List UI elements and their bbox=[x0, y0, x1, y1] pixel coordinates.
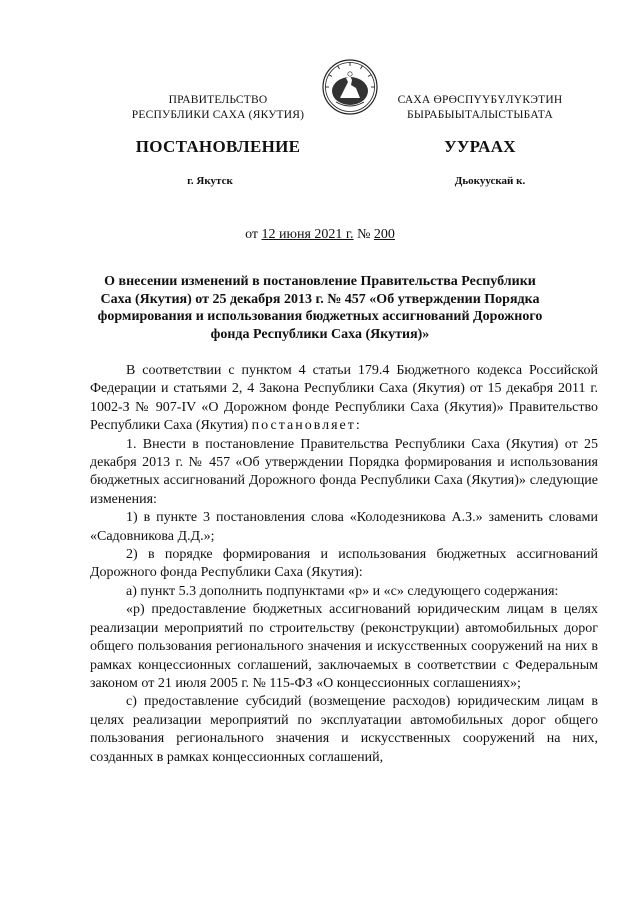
org-name-yakut bbox=[375, 93, 585, 123]
body-paragraph-4: а) пункт 5.3 дополнить подпунктами «р» и «с» следующего содержания: bbox=[126, 583, 559, 599]
document-date: 12 июня 2021 г. bbox=[261, 227, 354, 242]
body-paragraph-preamble bbox=[90, 362, 598, 436]
document-dateline bbox=[0, 227, 640, 243]
city-yakut: Дьокуускай к. bbox=[454, 175, 526, 187]
body-paragraph-3: 2) в порядке формирования и использования бюджетных ассигнований Дорожного фонда Республики Саха (Якутия): bbox=[90, 547, 598, 581]
body-paragraph-5: «р) предоставление бюджетных ассигнований юридическим лицам в целях реализации мероприятий по строительству (реконструкции) автомобильных дорог общего пользования регионального значения и искусственных сооружений на них в рамках концессионных соглашений, заключаемых в соответствии с Федеральным законом от 21 июля 2005 г. № 115-ФЗ «О концессионных соглашениях»; bbox=[90, 602, 598, 691]
doc-type-yakut: УУРААХ bbox=[444, 137, 516, 156]
preamble-text: В соответствии с пунктом 4 статьи 179.4 Бюджетного кодекса Российской Федерации и статьями 2, 4 Закона Республики Саха (Якутия) от 15 декабря 2011 г. 1002-З № 907-IV «О Дорожном фонде Республики Саха (Якутия)» Правительство Республики Саха (Якутия) bbox=[90, 363, 598, 434]
dateline-prefix: от bbox=[245, 227, 259, 242]
coat-of-arms-icon bbox=[321, 58, 379, 116]
org-name-russian-line1: ПРАВИТЕЛЬСТВО bbox=[168, 94, 268, 106]
org-name-russian-line2: РЕСПУБЛИКИ САХА (ЯКУТИЯ) bbox=[131, 109, 305, 121]
resolves-word: постановляет: bbox=[251, 418, 362, 434]
org-name-yakut-line1: САХА ӨРӨСПҮҮБҮЛҮКЭТИН bbox=[397, 94, 563, 106]
document-title: О внесении изменений в постановление Правительства Республики Саха (Якутия) от 25 декабря 2013 г. № 457 «Об утверждении Порядка формирования и использования бюджетных ассигнований Дорожного фонда Республики Саха (Якутия)» bbox=[97, 274, 543, 342]
city-russian: г. Якутск bbox=[187, 175, 233, 187]
document-body bbox=[90, 362, 598, 767]
number-sign: № bbox=[357, 227, 371, 242]
doc-type-russian: ПОСТАНОВЛЕНИЕ bbox=[135, 137, 301, 156]
org-name-yakut-line2: БЫРАБЫЫТАЛЫСТЫБАТА bbox=[407, 109, 553, 121]
body-paragraph-2: 1) в пункте 3 постановления слова «Колодезникова А.З.» заменить словами «Садовникова Д.Д.»; bbox=[90, 510, 598, 544]
document-number: 200 bbox=[373, 227, 395, 242]
org-name-russian bbox=[118, 93, 318, 123]
body-paragraph-1: 1. Внести в постановление Правительства Республики Саха (Якутия) от 25 декабря 2013 г. № 457 «Об утверждении Порядка формирования и использования бюджетных ассигнований Дорожного фонда Республики Саха (Якутия)» следующие изменения: bbox=[90, 436, 598, 507]
body-paragraph-6: с) предоставление субсидий (возмещение расходов) юридическим лицам в целях реализации мероприятий по эксплуатации автомобильных дорог общего пользования регионального значения и искусственных сооружений на них, созданных в рамках концессионных соглашений, bbox=[90, 694, 598, 765]
